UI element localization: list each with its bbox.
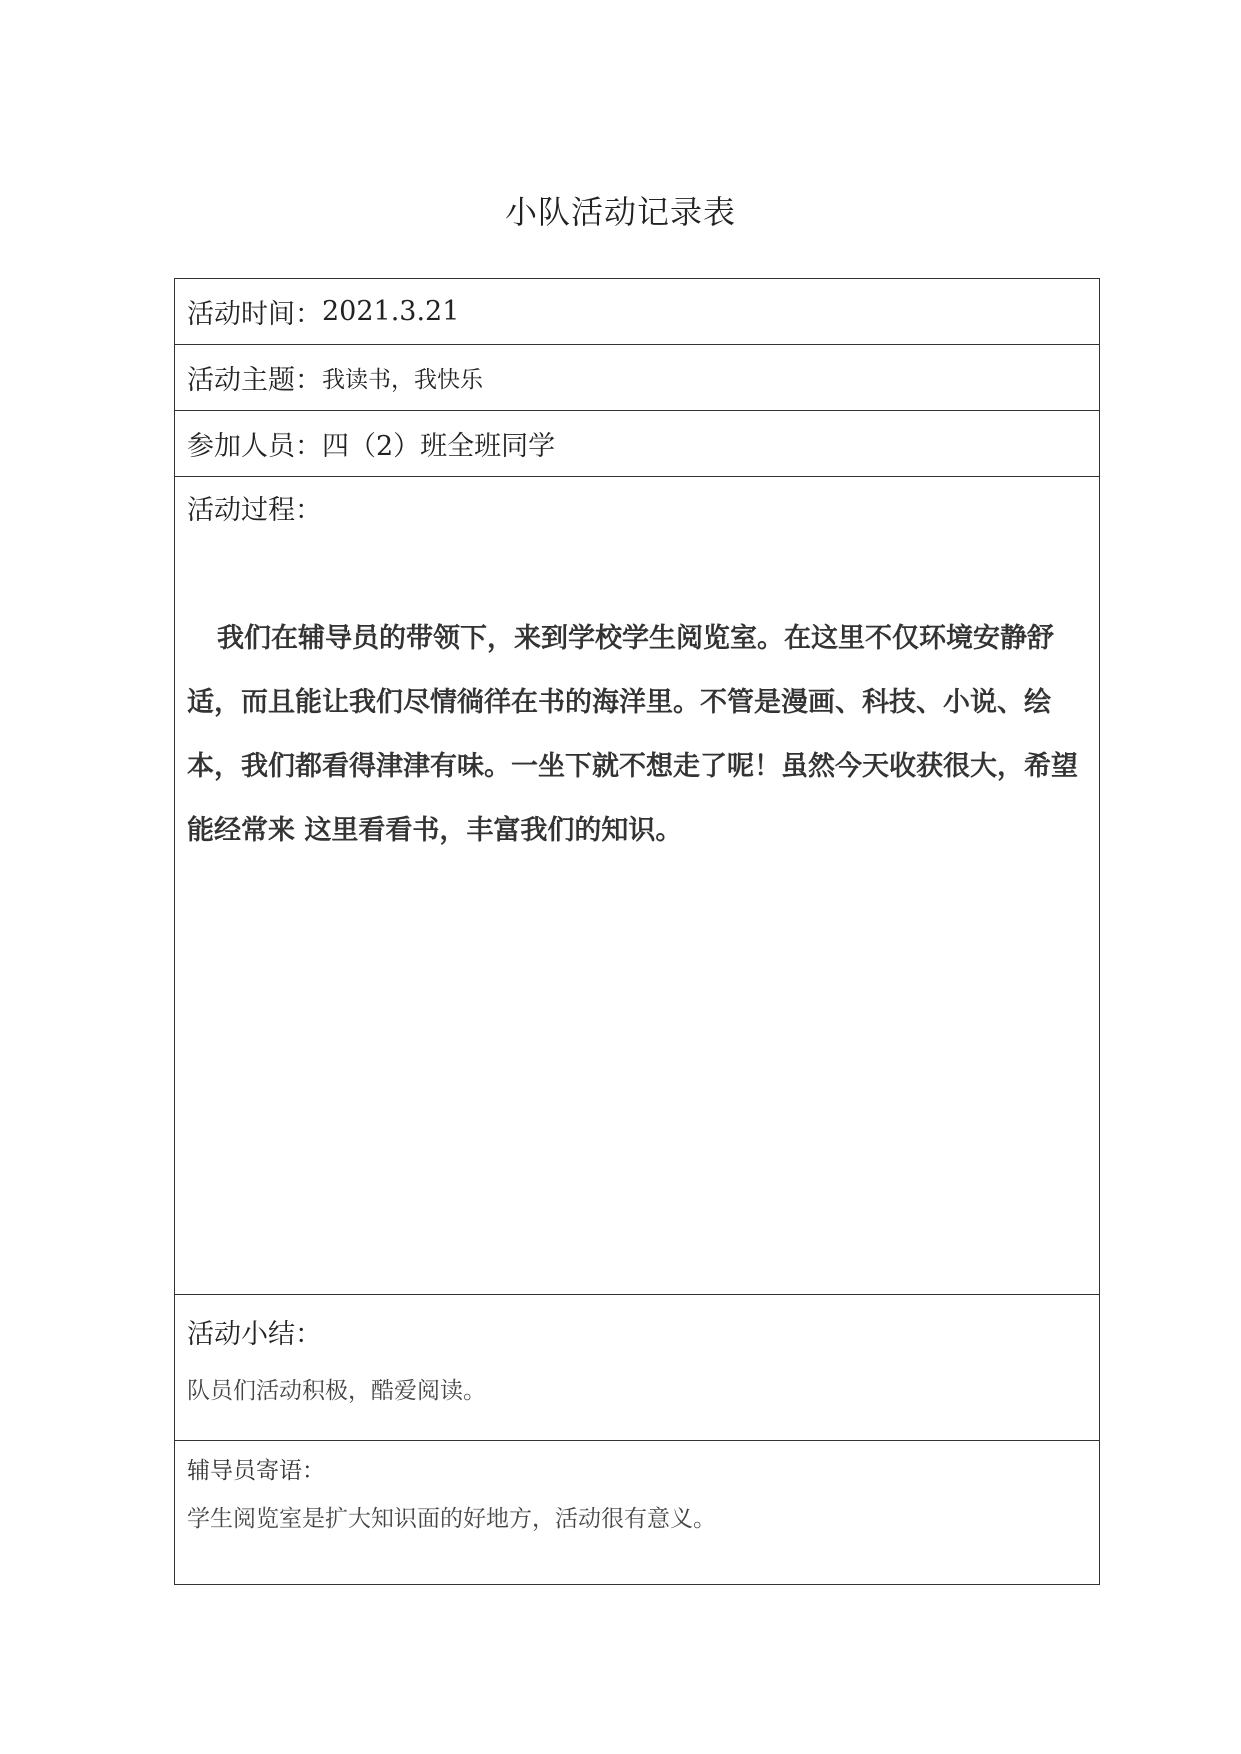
activity-summary-text: 队员们活动积极，酷爱阅读。 — [187, 1378, 486, 1404]
participants-row — [175, 411, 1099, 477]
activity-process-label: 活动过程： — [187, 495, 322, 526]
activity-summary-label: 活动小结： — [187, 1319, 322, 1350]
activity-summary-row — [175, 1295, 1099, 1441]
activity-time-row — [175, 279, 1099, 345]
activity-time-value: 2021.3.21 — [322, 296, 460, 327]
counselor-comment-label: 辅导员寄语： — [187, 1458, 325, 1484]
activity-process-row — [175, 477, 1099, 1295]
participants-value: 四（2）班全班同学 — [322, 431, 556, 462]
activity-theme-label: 活动主题： — [187, 365, 322, 396]
activity-time-label: 活动时间： — [187, 299, 322, 330]
activity-record-table — [174, 278, 1100, 1585]
counselor-comment-text: 学生阅览室是扩大知识面的好地方，活动很有意义。 — [187, 1506, 716, 1532]
participants-label: 参加人员： — [187, 431, 322, 462]
activity-process-text: 我们在辅导员的带领下，来到学校学生阅览室。在这里不仅环境安静舒适，而且能让我们尽情徜徉在书的海洋里。不管是漫画、科技、小说、绘本，我们都看得津津有味。一坐下就不想走了呢！虽然今天收获很大，希望能经常来 这里看看书，丰富我们的知识。 — [187, 623, 1078, 846]
page-title: 小队活动记录表 — [504, 193, 736, 231]
counselor-comment-row — [175, 1441, 1099, 1584]
activity-theme-value: 我读书，我快乐 — [322, 367, 483, 393]
activity-theme-row — [175, 345, 1099, 411]
